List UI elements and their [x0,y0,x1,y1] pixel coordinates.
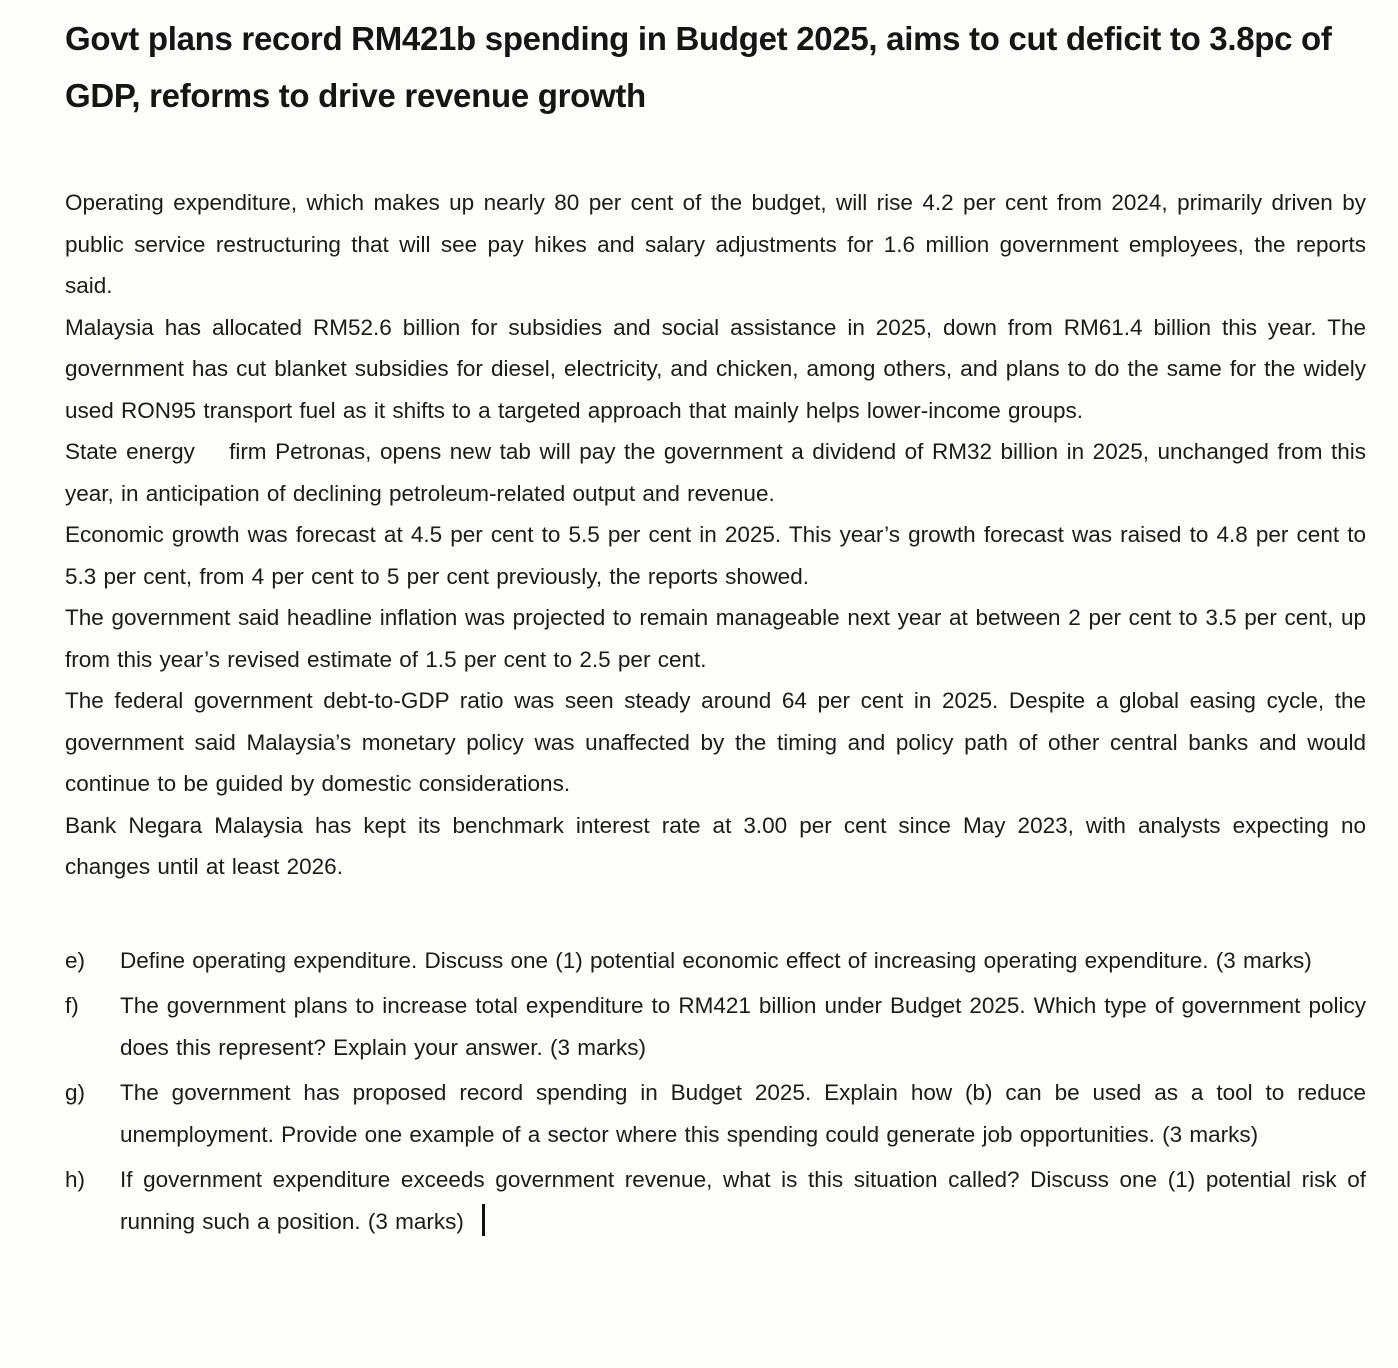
article-paragraph: The government said headline inflation was projected to remain manageable next year at between 2 per cent to 3.5 per cent, up from this year’s revised estimate of 1.5 per cent to 2.5 per cent. [65,605,1366,672]
question-label: f) [65,993,79,1018]
article-title: Govt plans record RM421b spending in Budget 2025, aims to cut deficit to 3.8pc of GDP, reforms to drive revenue growth [65,20,1332,114]
article-paragraph: State energy firm Petronas, opens new tab will pay the government a dividend of RM32 billion in 2025, unchanged from this year, in anticipation of declining petroleum-related output and revenue. [65,439,1366,506]
question-text: The government plans to increase total expenditure to RM421 billion under Budget 2025. Which type of government policy does this represent? Explain your answer. (3 marks) [120,993,1366,1060]
question-item-g [65,1072,1366,1155]
question-item-e [65,940,1366,982]
text-cursor [482,1204,485,1236]
question-list [65,940,1366,1243]
question-text: The government has proposed record spending in Budget 2025. Explain how (b) can be used as a tool to reduce unemployment. Provide one example of a sector where this spending could generate job opportunities. (3 marks) [120,1080,1366,1147]
question-label: h) [65,1167,86,1192]
question-text: If government expenditure exceeds government revenue, what is this situation called? Discuss one (1) potential risk of running such a position. (3 marks) [120,1167,1366,1234]
question-label: g) [65,1080,86,1105]
article-body [65,182,1366,888]
question-item-f [65,985,1366,1068]
article-paragraph: Bank Negara Malaysia has kept its benchmark interest rate at 3.00 per cent since May 2023, with analysts expecting no changes until at least 2026. [65,812,1366,879]
question-text-wrap [120,1159,1366,1242]
article-paragraph: Operating expenditure, which makes up nearly 80 per cent of the budget, will rise 4.2 per cent from 2024, primarily driven by public service restructuring that will see pay hikes and salary adjustments for 1.6 million government employees, the reports said. [65,190,1366,298]
question-text: Define operating expenditure. Discuss one (1) potential economic effect of increasing operating expenditure. (3 marks) [120,947,1312,973]
question-label: e) [65,947,86,973]
article-paragraph: The federal government debt-to-GDP ratio was seen steady around 64 per cent in 2025. Despite a global easing cycle, the government said Malaysia’s monetary policy was unaffected by the timing and policy path of other central banks and would continue to be guided by domestic considerations. [65,688,1366,796]
article-paragraph: Economic growth was forecast at 4.5 per cent to 5.5 per cent in 2025. This year’s growth forecast was raised to 4.8 per cent to 5.3 per cent, from 4 per cent to 5 per cent previously, the reports showed. [65,522,1366,589]
question-item-h [65,1159,1366,1242]
article-paragraph: Malaysia has allocated RM52.6 billion for subsidies and social assistance in 2025, down from RM61.4 billion this year. The government has cut blanket subsidies for diesel, electricity, and chicken, among others, and plans to do the same for the widely used RON95 transport fuel as it shifts to a targeted approach that mainly helps lower-income groups. [65,314,1366,423]
